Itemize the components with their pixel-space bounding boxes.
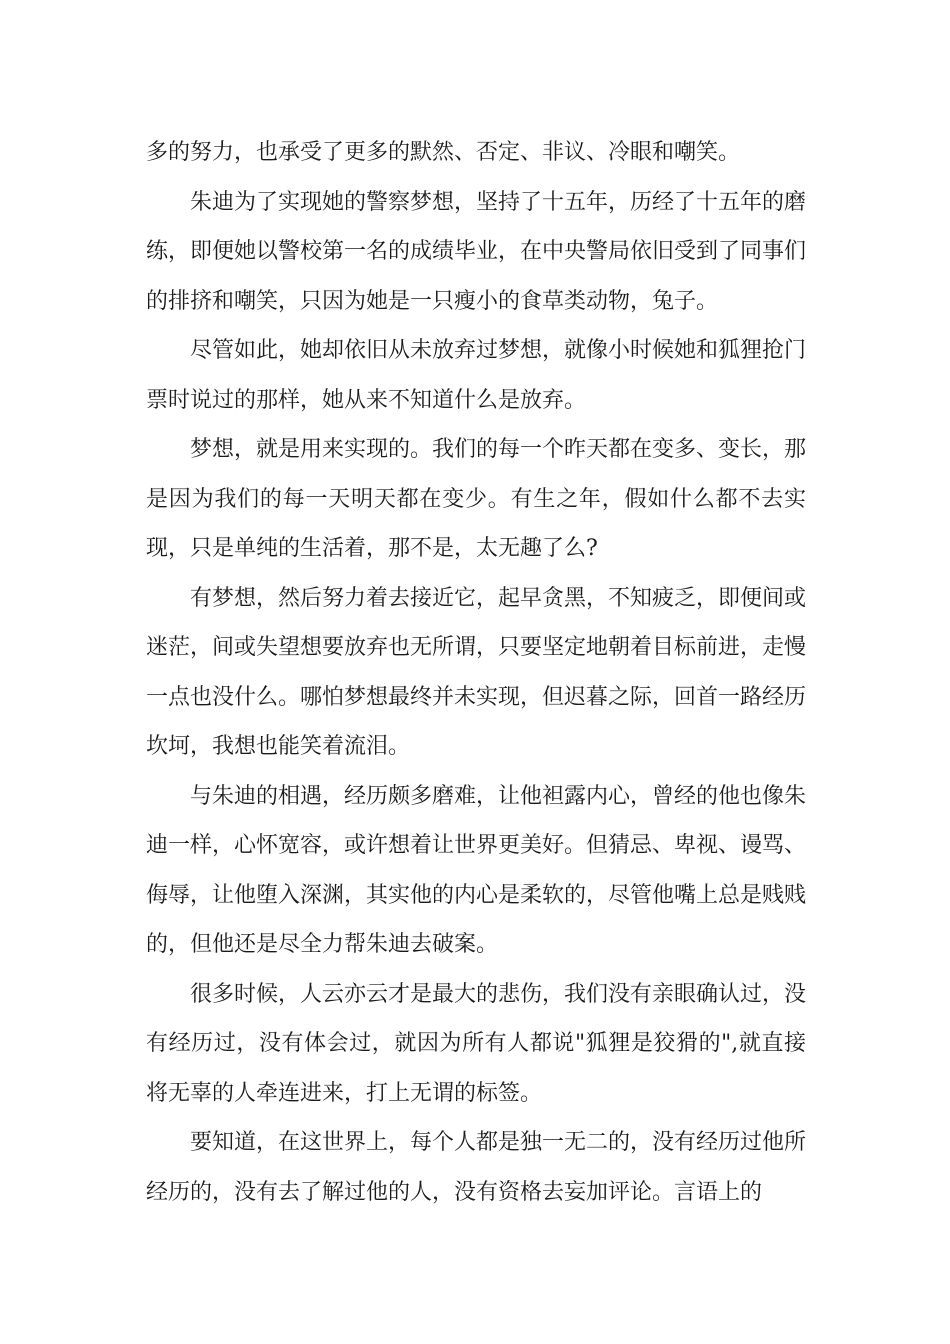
paragraph: 朱迪为了实现她的警察梦想，坚持了十五年，历经了十五年的磨练，即便她以警校第一名的成绩毕业，在中央警局依旧受到了同事们的排挤和嘲笑，只因为她是一只瘦小的食草类动物，兔子。 (146, 189, 807, 314)
paragraph: 梦想，就是用来实现的。我们的每一个昨天都在变多、变长，那是因为我们的每一天明天都在变少。有生之年，假如什么都不去实现，只是单纯的生活着，那不是，太无趣了么? (146, 437, 807, 561)
document-body (146, 128, 806, 1217)
paragraph: 很多时候，人云亦云才是最大的悲伤，我们没有亲眼确认过，没有经历过，没有体会过，就因为所有人都说"狐狸是狡猾的",就直接将无辜的人牵连进来，打上无谓的标签。 (146, 981, 807, 1106)
paragraph: 有梦想，然后努力着去接近它，起早贪黑，不知疲乏，即便间或迷茫，间或失望想要放弃也无所谓，只要坚定地朝着目标前进，走慢一点也没什么。哪怕梦想最终并未实现，但迟暮之际，回首一路经历坎坷，我想也能笑着流泪。 (146, 585, 807, 759)
paragraph: 与朱迪的相遇，经历颇多磨难，让他袒露内心，曾经的他也像朱迪一样，心怀宽容，或许想着让世界更美好。但猜忌、卑视、谩骂、侮辱，让他堕入深渊，其实他的内心是柔软的，尽管他嘴上总是贱贱的，但他还是尽全力帮朱迪去破案。 (146, 783, 807, 957)
paragraph: 多的努力，也承受了更多的默然、否定、非议、冷眼和嘲笑。 (146, 140, 741, 165)
paragraph: 尽管如此，她却依旧从未放弃过梦想，就像小时候她和狐狸抢门票时说过的那样，她从来不知道什么是放弃。 (146, 338, 807, 413)
paragraph: 要知道，在这世界上，每个人都是独一无二的，没有经历过他所经历的，没有去了解过他的人，没有资格去妄加评论。言语上的 (146, 1130, 807, 1205)
